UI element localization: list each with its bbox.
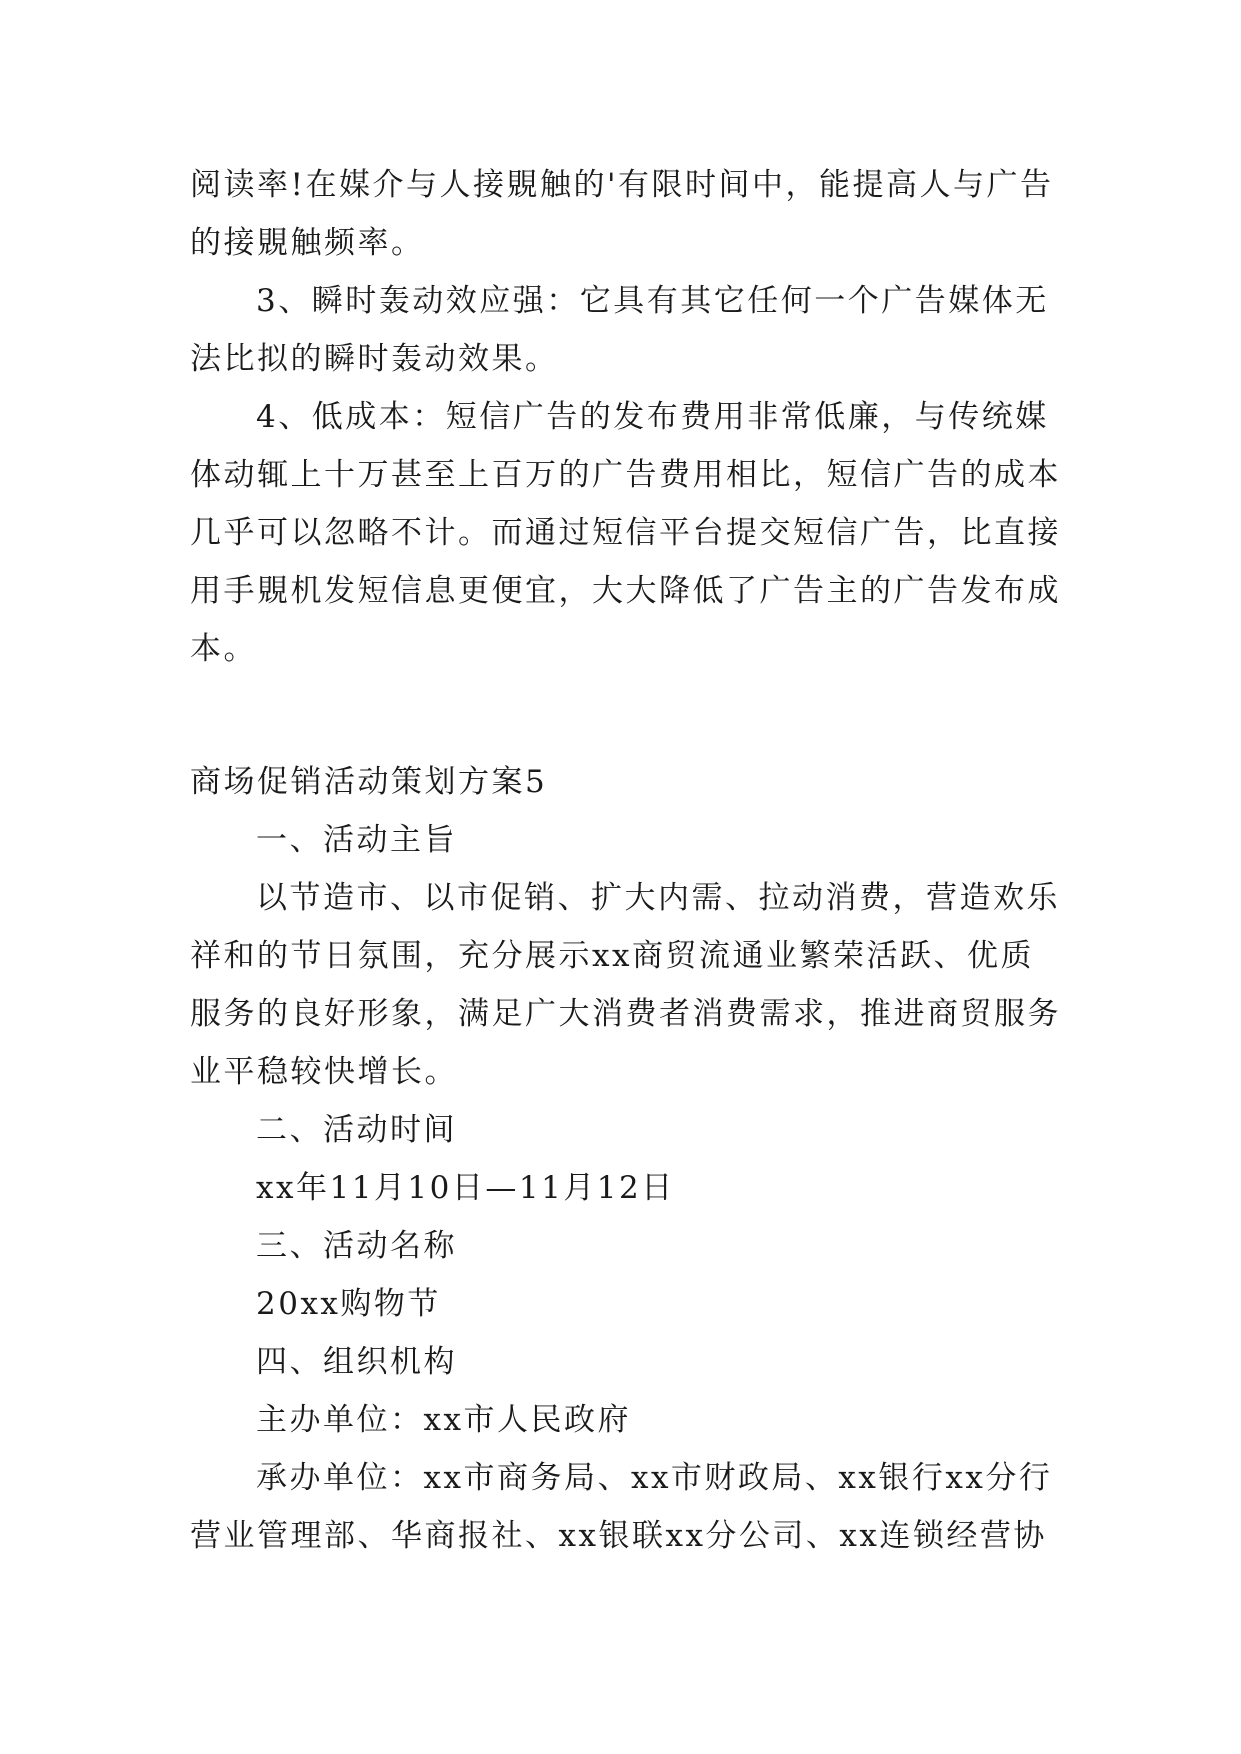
paragraph-line: 体动辄上十万甚至上百万的广告费用相比，短信广告的成本: [190, 457, 1061, 493]
paragraph-line: 本。: [190, 631, 257, 667]
paragraph-line: 几乎可以忽略不计。而通过短信平台提交短信广告，比直接: [190, 515, 1061, 551]
paragraph-line: 承办单位：xx市商务局、xx市财政局、xx银行xx分行: [256, 1460, 1053, 1496]
section-body: [190, 753, 1061, 1565]
paragraph-line: 主办单位：xx市人民政府: [256, 1402, 631, 1438]
paragraph-line: 营业管理部、华商报社、xx银联xx分公司、xx连锁经营协: [190, 1518, 1047, 1554]
section-heading-organization: 四、组织机构: [256, 1344, 457, 1380]
paragraph-line: 法比拟的瞬时轰动效果。: [190, 341, 559, 377]
paragraph-line: 的接覞触频率。: [190, 225, 425, 261]
paragraph-line: 4、低成本：短信广告的发布费用非常低廉，与传统媒: [256, 399, 1049, 435]
paragraph-line: 阅读率!在媒介与人接覞触的'有限时间中，能提高人与广告: [190, 167, 1054, 203]
paragraph-line: 业平稳较快增长。: [190, 1054, 458, 1090]
continuation-text: [190, 156, 1061, 678]
section-heading-time: 二、活动时间: [256, 1112, 457, 1148]
section-heading-purpose: 一、活动主旨: [256, 822, 457, 858]
paragraph-line: 祥和的节日氛围，充分展示xx商贸流通业繁荣活跃、优质: [190, 938, 1034, 974]
paragraph-line: 服务的良好形象，满足广大消费者消费需求，推进商贸服务: [190, 996, 1061, 1032]
paragraph-line: 以节造市、以市促销、扩大内需、拉动消费，营造欢乐: [256, 880, 1060, 916]
paragraph-line: xx年11月10日—11月12日: [256, 1170, 675, 1206]
paragraph-line: 用手覞机发短信息更便宜，大大降低了广告主的广告发布成: [190, 573, 1061, 609]
section-heading-name: 三、活动名称: [256, 1228, 457, 1264]
section-title: 商场促销活动策划方案5: [190, 764, 548, 800]
paragraph-line: 20xx购物节: [256, 1286, 441, 1322]
paragraph-line: 3、瞬时轰动效应强：它具有其它任何一个广告媒体无: [256, 283, 1049, 319]
